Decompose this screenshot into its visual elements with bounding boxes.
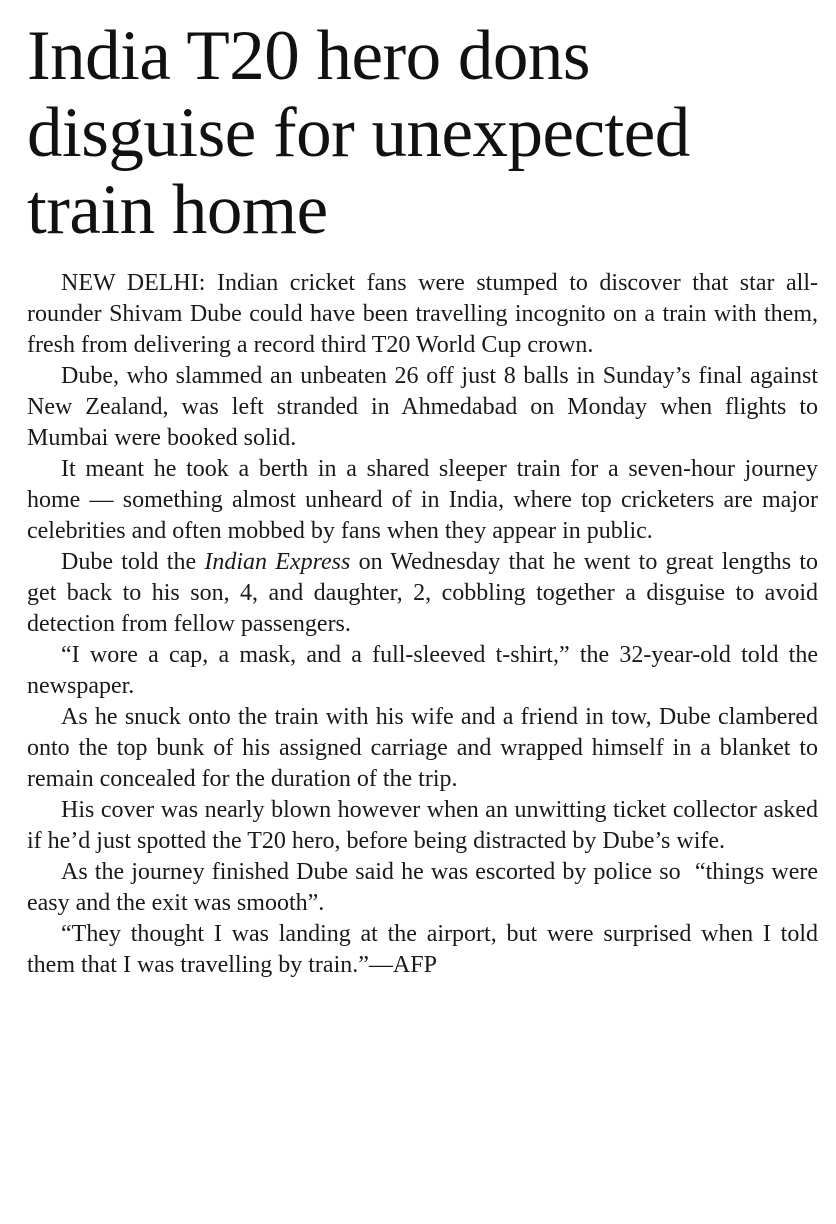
headline [27,18,818,249]
paragraph: As the journey finished Dube said he was escorted by police so “things were easy and the exit was smooth”. [27,859,818,916]
paragraph: His cover was nearly blown however when an unwitting ticket collector asked if he’d just spotted the T20 hero, before being distracted by Dube’s wife. [27,797,818,854]
paragraph-text: on Wednesday that he went to great lengths to get back to his son, 4, and daughter, 2, cobbling together a disguise to avoid detection from fellow passengers. [27,549,819,637]
article-body [27,268,818,981]
headline-line: train home [27,171,328,249]
paragraph-closing-quote: “They thought I was landing at the airport, but were surprised when I told them that I was travelling by train.”—AFP [27,921,818,978]
headline-line: disguise for unexpected [27,94,690,172]
paragraph-text: Dube told the [61,549,205,575]
headline-line: India T20 hero dons [27,17,591,95]
paragraph: Dube, who slammed an unbeaten 26 off just 8 balls in Sunday’s final against New Zealand, was left stranded in Ahmedabad on Monday when flights to Mumbai were booked solid. [27,363,818,451]
paragraph-quote: “I wore a cap, a mask, and a full-sleeved t-shirt,” the 32-year-old told the newspaper. [27,642,818,699]
publication-name: Indian Express [204,549,351,575]
paragraph: As he snuck onto the train with his wife and a friend in tow, Dube clambered onto the top bunk of his assigned carriage and wrapped himself in a blanket to remain concealed for the duration of the trip. [27,704,818,792]
paragraph [27,547,818,640]
paragraph: It meant he took a berth in a shared sleeper train for a seven-hour journey home — something almost unheard of in India, where top cricketers are major celebrities and often mobbed by fans when they appear in public. [27,456,818,544]
paragraph-dateline: NEW DELHI: Indian cricket fans were stumped to discover that star all-rounder Shivam Dube could have been travelling incognito on a train with them, fresh from delivering a record third T20 World Cup crown. [27,270,818,358]
